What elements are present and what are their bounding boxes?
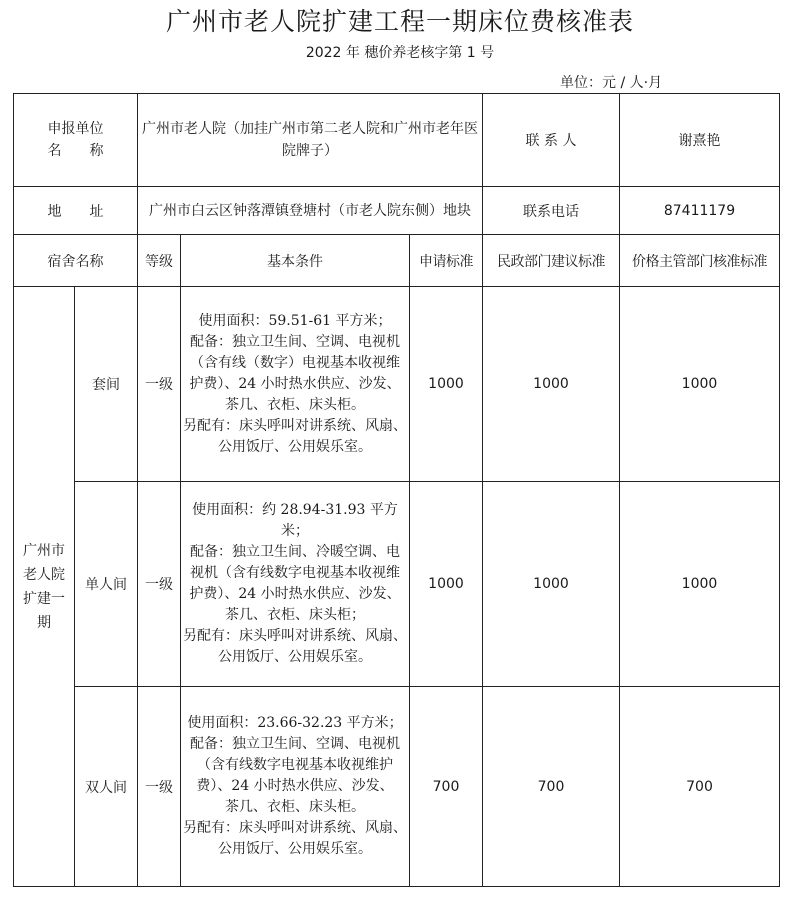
applicant-label-line2: 名 称 [47, 143, 104, 159]
phone-label: 联系电话 [483, 187, 620, 235]
table-row [14, 687, 780, 887]
applied-standard: 1000 [410, 287, 483, 482]
col-grade: 等级 [138, 235, 181, 287]
approval-table [13, 93, 780, 887]
room-grade: 一级 [138, 687, 181, 887]
applicant-value: 广州市老人院（加挂广州市第二老人院和广州市老年医院牌子） [138, 94, 483, 187]
col-civil: 民政部门建议标准 [483, 235, 620, 287]
applied-standard: 700 [410, 687, 483, 887]
civil-standard: 1000 [483, 287, 620, 482]
applicant-row [14, 94, 780, 187]
room-grade: 一级 [138, 482, 181, 687]
room-type: 单人间 [75, 482, 138, 687]
unit-note: 单位：元 / 人·月 [560, 75, 663, 91]
room-conditions: 使用面积：约 28.94-31.93 平方米； 配备：独立卫生间、冷暖空调、电 视机（含有线数字电视基本收视维 护费）、24 小时热水供应、沙发、 茶几、衣柜、床头柜； 另配有：床头呼叫对讲系统、风扇、 公用饭厅、公用娱乐室。 [181, 482, 410, 687]
col-approved: 价格主管部门核准标准 [620, 235, 780, 287]
table-row [14, 287, 780, 482]
document-title: 广州市老人院扩建工程一期床位费核准表 [165, 7, 634, 36]
address-label: 地 址 [14, 187, 138, 235]
col-conditions: 基本条件 [181, 235, 410, 287]
civil-standard: 700 [483, 687, 620, 887]
room-type: 套间 [75, 287, 138, 482]
col-applied: 申请标准 [410, 235, 483, 287]
room-conditions: 使用面积：23.66-32.23 平方米； 配备：独立卫生间、空调、电视机 （含有线数字电视基本收视维护 费）、24 小时热水供应、沙发、 茶几、衣柜、床头柜。 另配有：床头呼叫对讲系统、风扇、 公用饭厅、公用娱乐室。 [181, 687, 410, 887]
address-value: 广州市白云区钟落潭镇登塘村（市老人院东侧）地块 [138, 187, 483, 235]
table-row [14, 482, 780, 687]
civil-standard: 1000 [483, 482, 620, 687]
address-row [14, 187, 780, 235]
applicant-label [14, 94, 138, 187]
contact-value: 谢熹艳 [620, 94, 780, 187]
approved-standard: 700 [620, 687, 780, 887]
phone-value: 87411179 [620, 187, 780, 235]
group-label: 广州市老人院扩建一期 [14, 287, 75, 887]
room-type: 双人间 [75, 687, 138, 887]
applicant-label-line1: 申报单位 [47, 121, 104, 137]
contact-label: 联 系 人 [483, 94, 620, 187]
document-number: 2022 年 穗价养老核字第 1 号 [305, 45, 495, 61]
applied-standard: 1000 [410, 482, 483, 687]
col-dorm-name: 宿舍名称 [14, 235, 138, 287]
approved-standard: 1000 [620, 287, 780, 482]
approved-standard: 1000 [620, 482, 780, 687]
room-grade: 一级 [138, 287, 181, 482]
column-header-row [14, 235, 780, 287]
room-conditions: 使用面积：59.51-61 平方米； 配备：独立卫生间、空调、电视机 （含有线（数字）电视基本收视维 护费）、24 小时热水供应、沙发、 茶几、衣柜、床头柜。 另配有：床头呼叫对讲系统、风扇、 公用饭厅、公用娱乐室。 [181, 287, 410, 482]
